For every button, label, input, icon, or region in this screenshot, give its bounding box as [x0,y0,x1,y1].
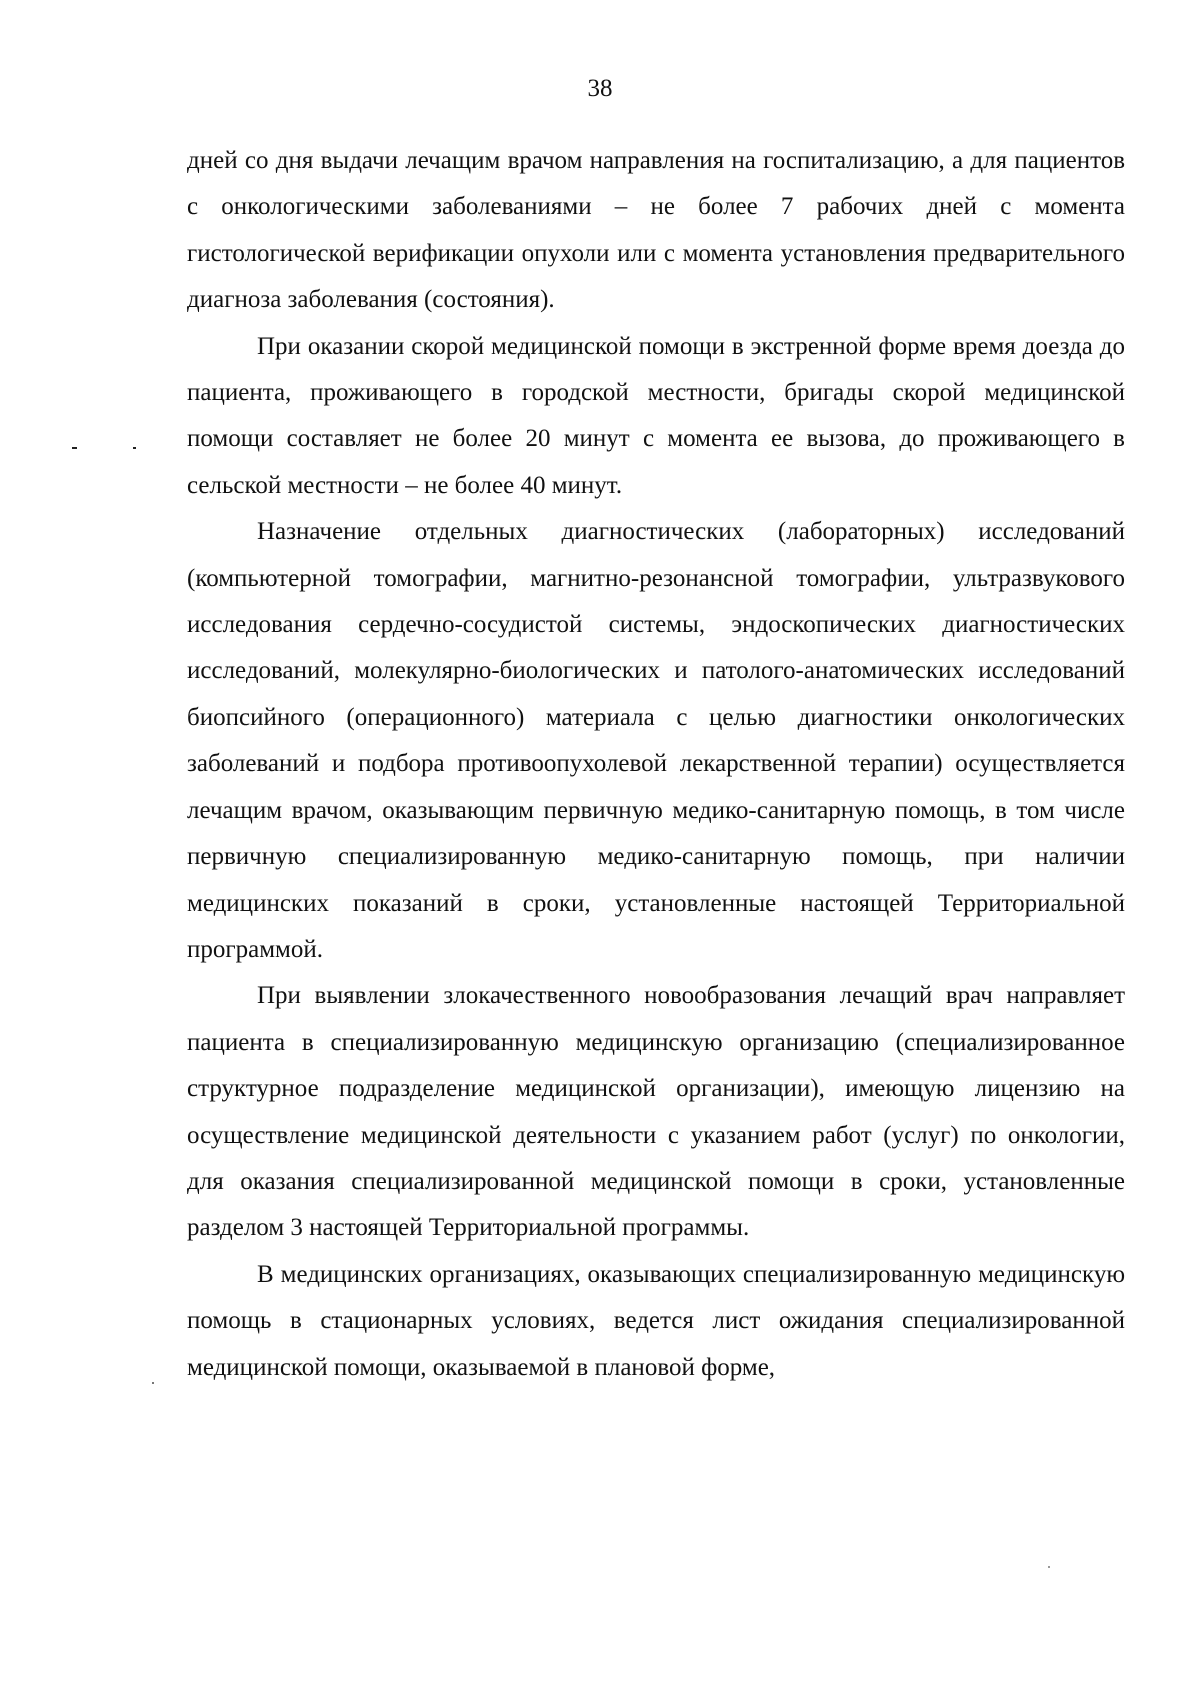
scan-speck [152,1382,154,1384]
scan-speck [133,447,136,449]
scan-speck [1048,1566,1050,1568]
paragraph-diagnostic-referrals: Назначение отдельных диагностических (лабораторных) исследований (компьютерной томографии, магнитно-резонансной томографии, ультразвукового исследования сердечно-сосудистой системы, эндоскопических диагностических исследований, молекулярно-биологических и патолого-анатомических исследований биопсийного (операционного) материала с целью диагностики онкологических заболеваний и подбора противоопухолевой лекарственной терапии) осуществляется лечащим врачом, оказывающим первичную медико-санитарную помощь, в том числе первичную специализированную медико-санитарную помощь, при наличии медицинских показаний в сроки, установленные настоящей Территориальной программой. [187,518,1125,963]
paragraph-continuation: дней со дня выдачи лечащим врачом направления на госпитализацию, а для пациентов с онкологическими заболеваниями – не более 7 рабочих дней с момента гистологической верификации опухоли или с момента установления предварительного диагноза заболевания (состояния). [187,147,1125,314]
paragraph-oncology-referral: При выявлении злокачественного новообразования лечащий врач направляет пациента в специализированную медицинскую организацию (специализированное структурное подразделение медицинской организации), имеющую лицензию на осуществление медицинской деятельности с указанием работ (услуг) по онкологии, для оказания специализированной медицинской помощи в сроки, установленные разделом 3 настоящей Территориальной программы. [187,982,1125,1242]
page-number: 38 [587,75,613,102]
scan-speck [72,447,77,449]
document-body [187,138,1125,1391]
paragraph-emergency-response-time: При оказании скорой медицинской помощи в экстренной форме время доезда до пациента, проживающего в городской местности, бригады скорой медицинской помощи составляет не более 20 минут с момента ее вызова, до проживающего в сельской местности – не более 40 минут. [187,332,1125,499]
paragraph-waiting-list: В медицинских организациях, оказывающих специализированную медицинскую помощь в стационарных условиях, ведется лист ожидания специализированной медицинской помощи, оказываемой в плановой форме, [187,1260,1125,1381]
